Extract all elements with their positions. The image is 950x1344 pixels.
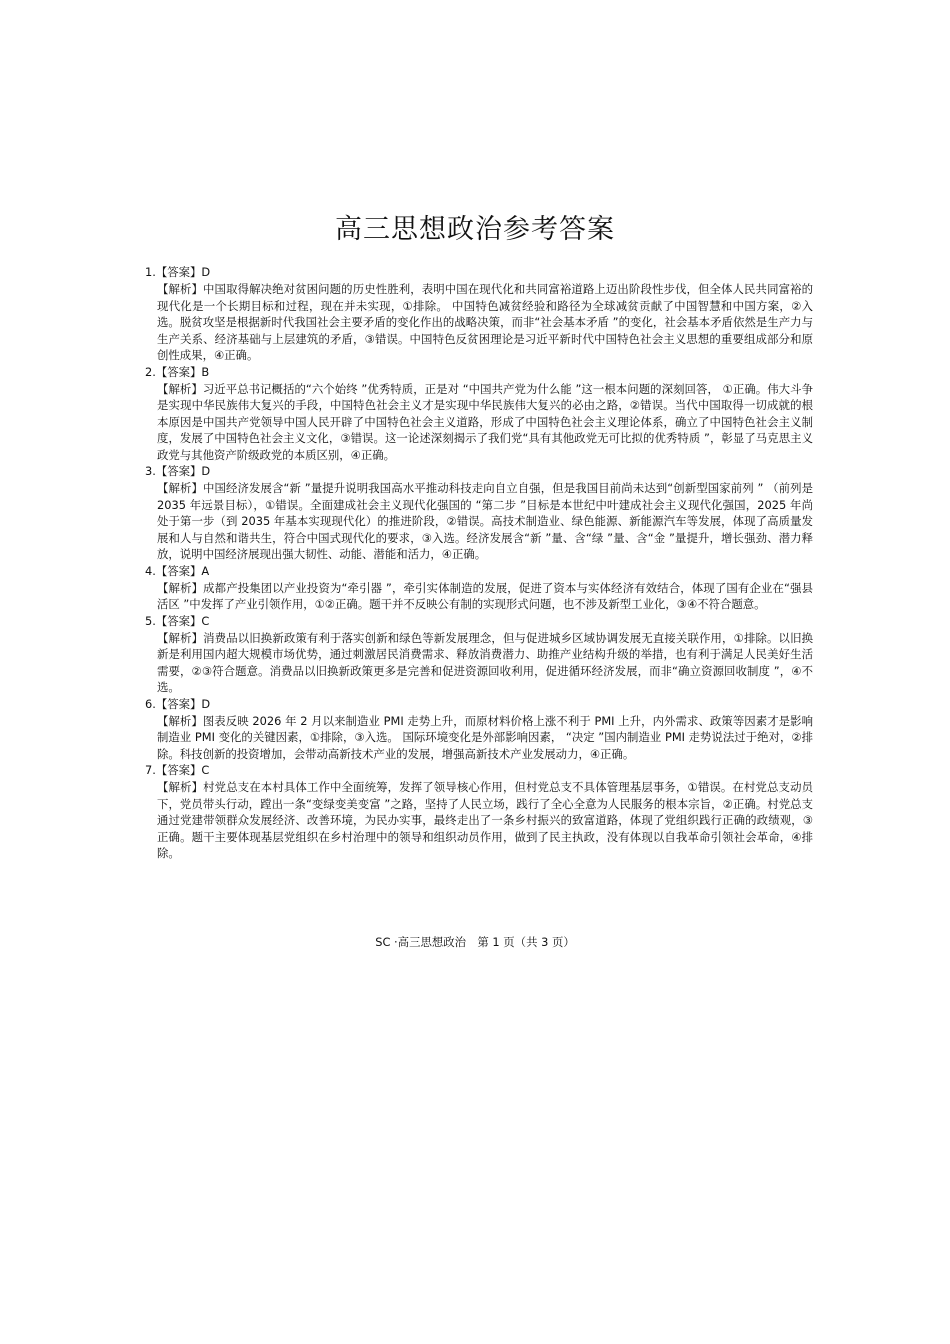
answer-line: 3.【答案】D [145,464,211,478]
answer-item [145,563,813,613]
explanation-text: 【解析】村党总支在本村具体工作中全面统筹，发挥了领导核心作用，但村党总支不具体管理基层事务，①错误。在村党总支动员下，党员带头行动，蹚出一条“变绿变美变富 ”之路，坚持了人民立场，践行了全心全意为人民服务的根本宗旨，②正确。村党总支通过党建带领群众发展经济、改善环境，为民办实事，最终走出了一条乡村振兴的致富道路，体现了党组织践行正确的政绩观，③正确。题干主要体现基层党组织在乡村治理中的领导和组织动员作用，做到了民主执政，没有体现以自我革命引领社会革命，④排除。 [157,780,813,860]
explanation-text: 【解析】中国取得解决绝对贫困问题的历史性胜利，表明中国在现代化和共同富裕道路上迈出阶段性步伐，但全体人民共同富裕的现代化是一个长期目标和过程，现在并未实现，①排除。 中国特色减贫经验和路径为全球减贫贡献了中国智慧和中国方案，②入选。脱贫攻坚是根据新时代我国社会主要矛盾的变化作出的战略决策，而非“社会基本矛盾 ”的变化，社会基本矛盾依然是生产力与生产关系、经济基础与上层建筑的矛盾，③错误。中国特色反贫困理论是习近平新时代中国特色社会主义思想的重要组成部分和原创性成果，④正确。 [157,282,813,362]
answer-line: 5.【答案】C [145,613,210,628]
page-footer: SC ·高三思想政治 第 1 页（共 3 页） [375,935,575,949]
answer-line: 4.【答案】A [145,563,210,578]
answer-line: 1.【答案】D [145,265,211,279]
explanation-text: 【解析】消费品以旧换新政策有利于落实创新和绿色等新发展理念，但与促进城乡区域协调发展无直接关联作用，①排除。以旧换新是利用国内超大规模市场优势，通过刺激居民消费需求、释放消费潜力、助推产业结构升级的举措，也有利于满足人民美好生活需要，②③符合题意。消费品以旧换新政策更多是完善和促进资源回收利用，促进循环经济发展，而非“确立资源回收制度 ”，④不选。 [157,630,813,694]
document-title: 高三思想政治参考答案 [335,214,615,245]
answer-item [145,613,813,696]
answer-line: 6.【答案】D [145,696,211,711]
answer-list [145,264,813,862]
explanation-text: 【解析】习近平总书记概括的“六个始终 ”优秀特质，正是对 “中国共产党为什么能 ”这一根本问题的深刻回答， ①正确。伟大斗争是实现中华民族伟大复兴的手段，中国特色社会主义才是实现中华民族伟大复兴的必由之路，②错误。当代中国取得一切成就的根本原因是中国共产党领导中国人民开辟了中国特色社会主义道路，形成了中国特色社会主义理论体系，确立了中国特色社会主义制度，发展了中国特色社会主义文化，③错误。这一论述深刻揭示了我们党“具有其他政党无可比拟的优秀特质 ”，彰显了马克思主义政党与其他资产阶级政党的本质区别，④正确。 [157,381,813,462]
explanation-text: 【解析】图表反映 2026 年 2 月以来制造业 PMI 走势上升，而原材料价格上涨不利于 PMI 上升，内外需求、政策等因素才是影响制造业 PMI 变化的关键因素，①排除，③入选。 国际环境变化是外部影响因素， “决定 ”国内制造业 PMI 走势说法过于绝对，②排除。科技创新的投资增加，会带动高新技术产业的发展，增强高新技术产业发展动力，④正确。 [157,713,813,761]
explanation-text: 【解析】中国经济发展含“新 ”量提升说明我国高水平推动科技走向自立自强，但是我国目前尚未达到“创新型国家前列 ” （前列是 2035 年远景目标），①错误。全面建成社会主义现代化强国的 “第二步 ”目标是本世纪中叶建成社会主义现代化强国，2025 年尚处于第一步（到 2035 年基本实现现代化）的推进阶段，②错误。高技术制造业、绿色能源、新能源汽车等发展，体现了高质量发展和人与自然和谐共生，符合中国式现代化的要求，③入选。经济发展含“新 ”量、含“绿 ”量、含“金 ”量提升，增长强劲、潜力释放，说明中国经济展现出强大韧性、动能、潜能和活力，④正确。 [157,481,813,561]
explanation-text: 【解析】成都产投集团以产业投资为“牵引器 ”，牵引实体制造的发展，促进了资本与实体经济有效结合，体现了国有企业在“强县活区 ”中发挥了产业引领作用，①②正确。题干并不反映公有制的实现形式问题，也不涉及新型工业化，③④不符合题意。 [157,580,813,611]
answer-item [145,463,813,563]
answer-item [145,762,813,862]
answer-line: 7.【答案】C [145,763,210,777]
answer-item [145,364,813,464]
answer-item [145,696,813,763]
answer-item [145,264,813,364]
answer-line: 2.【答案】B [145,364,210,379]
